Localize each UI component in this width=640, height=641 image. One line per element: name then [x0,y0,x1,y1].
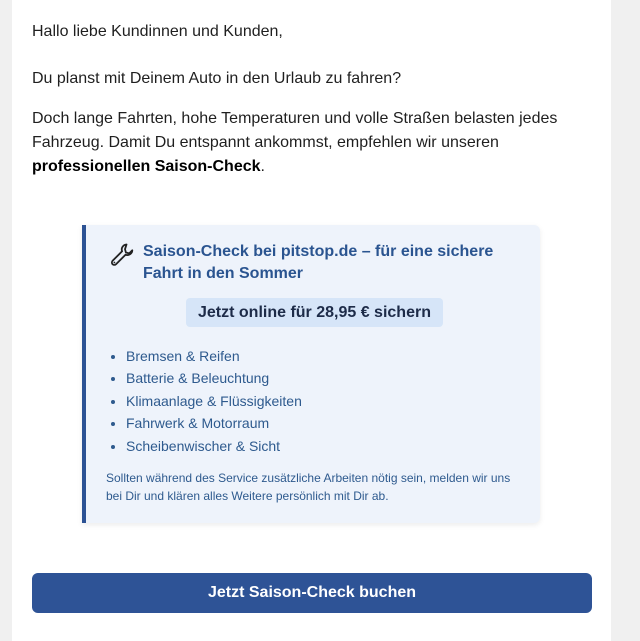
book-saison-check-button[interactable]: Jetzt Saison-Check buchen [32,573,592,613]
wrench-icon [108,241,136,269]
question-text: Du planst mit Deinem Auto in den Urlaub zu fahren? [32,70,402,87]
intro-bold-text: professionellen Saison-Check [32,158,261,175]
feature-list [108,345,302,457]
feature-item: • Klimaanlage & Flüssigkeiten [126,390,302,412]
feature-item: • Scheibenwischer & Sicht [126,435,302,457]
promo-box [82,225,540,523]
intro-end-text: . [260,158,265,175]
feature-item: • Fahrwerk & Motorraum [126,412,302,434]
feature-item: • Batterie & Beleuchtung [126,367,302,389]
promo-title: Saison-Check bei pitstop.de – für eine sichere Fahrt in den Sommer [143,243,494,282]
feature-item: • Bremsen & Reifen [126,345,302,367]
intro-paragraph [32,107,572,179]
intro-text: Doch lange Fahrten, hohe Temperaturen und volle Straßen belasten jedes Fahrzeug. Damit Du entspannt ankommst, empfehlen wir unseren [32,110,558,151]
greeting-text: Hallo liebe Kundinnen und Kunden, [32,23,283,40]
price-badge[interactable]: Jetzt online für 28,95 € sichern [186,298,443,327]
email-body [12,0,611,641]
promo-note: Sollten während des Service zusätzliche Arbeiten nötig sein, melden wir uns bei Dir und klären alles Weitere persönlich mit Dir ab. [106,471,511,503]
